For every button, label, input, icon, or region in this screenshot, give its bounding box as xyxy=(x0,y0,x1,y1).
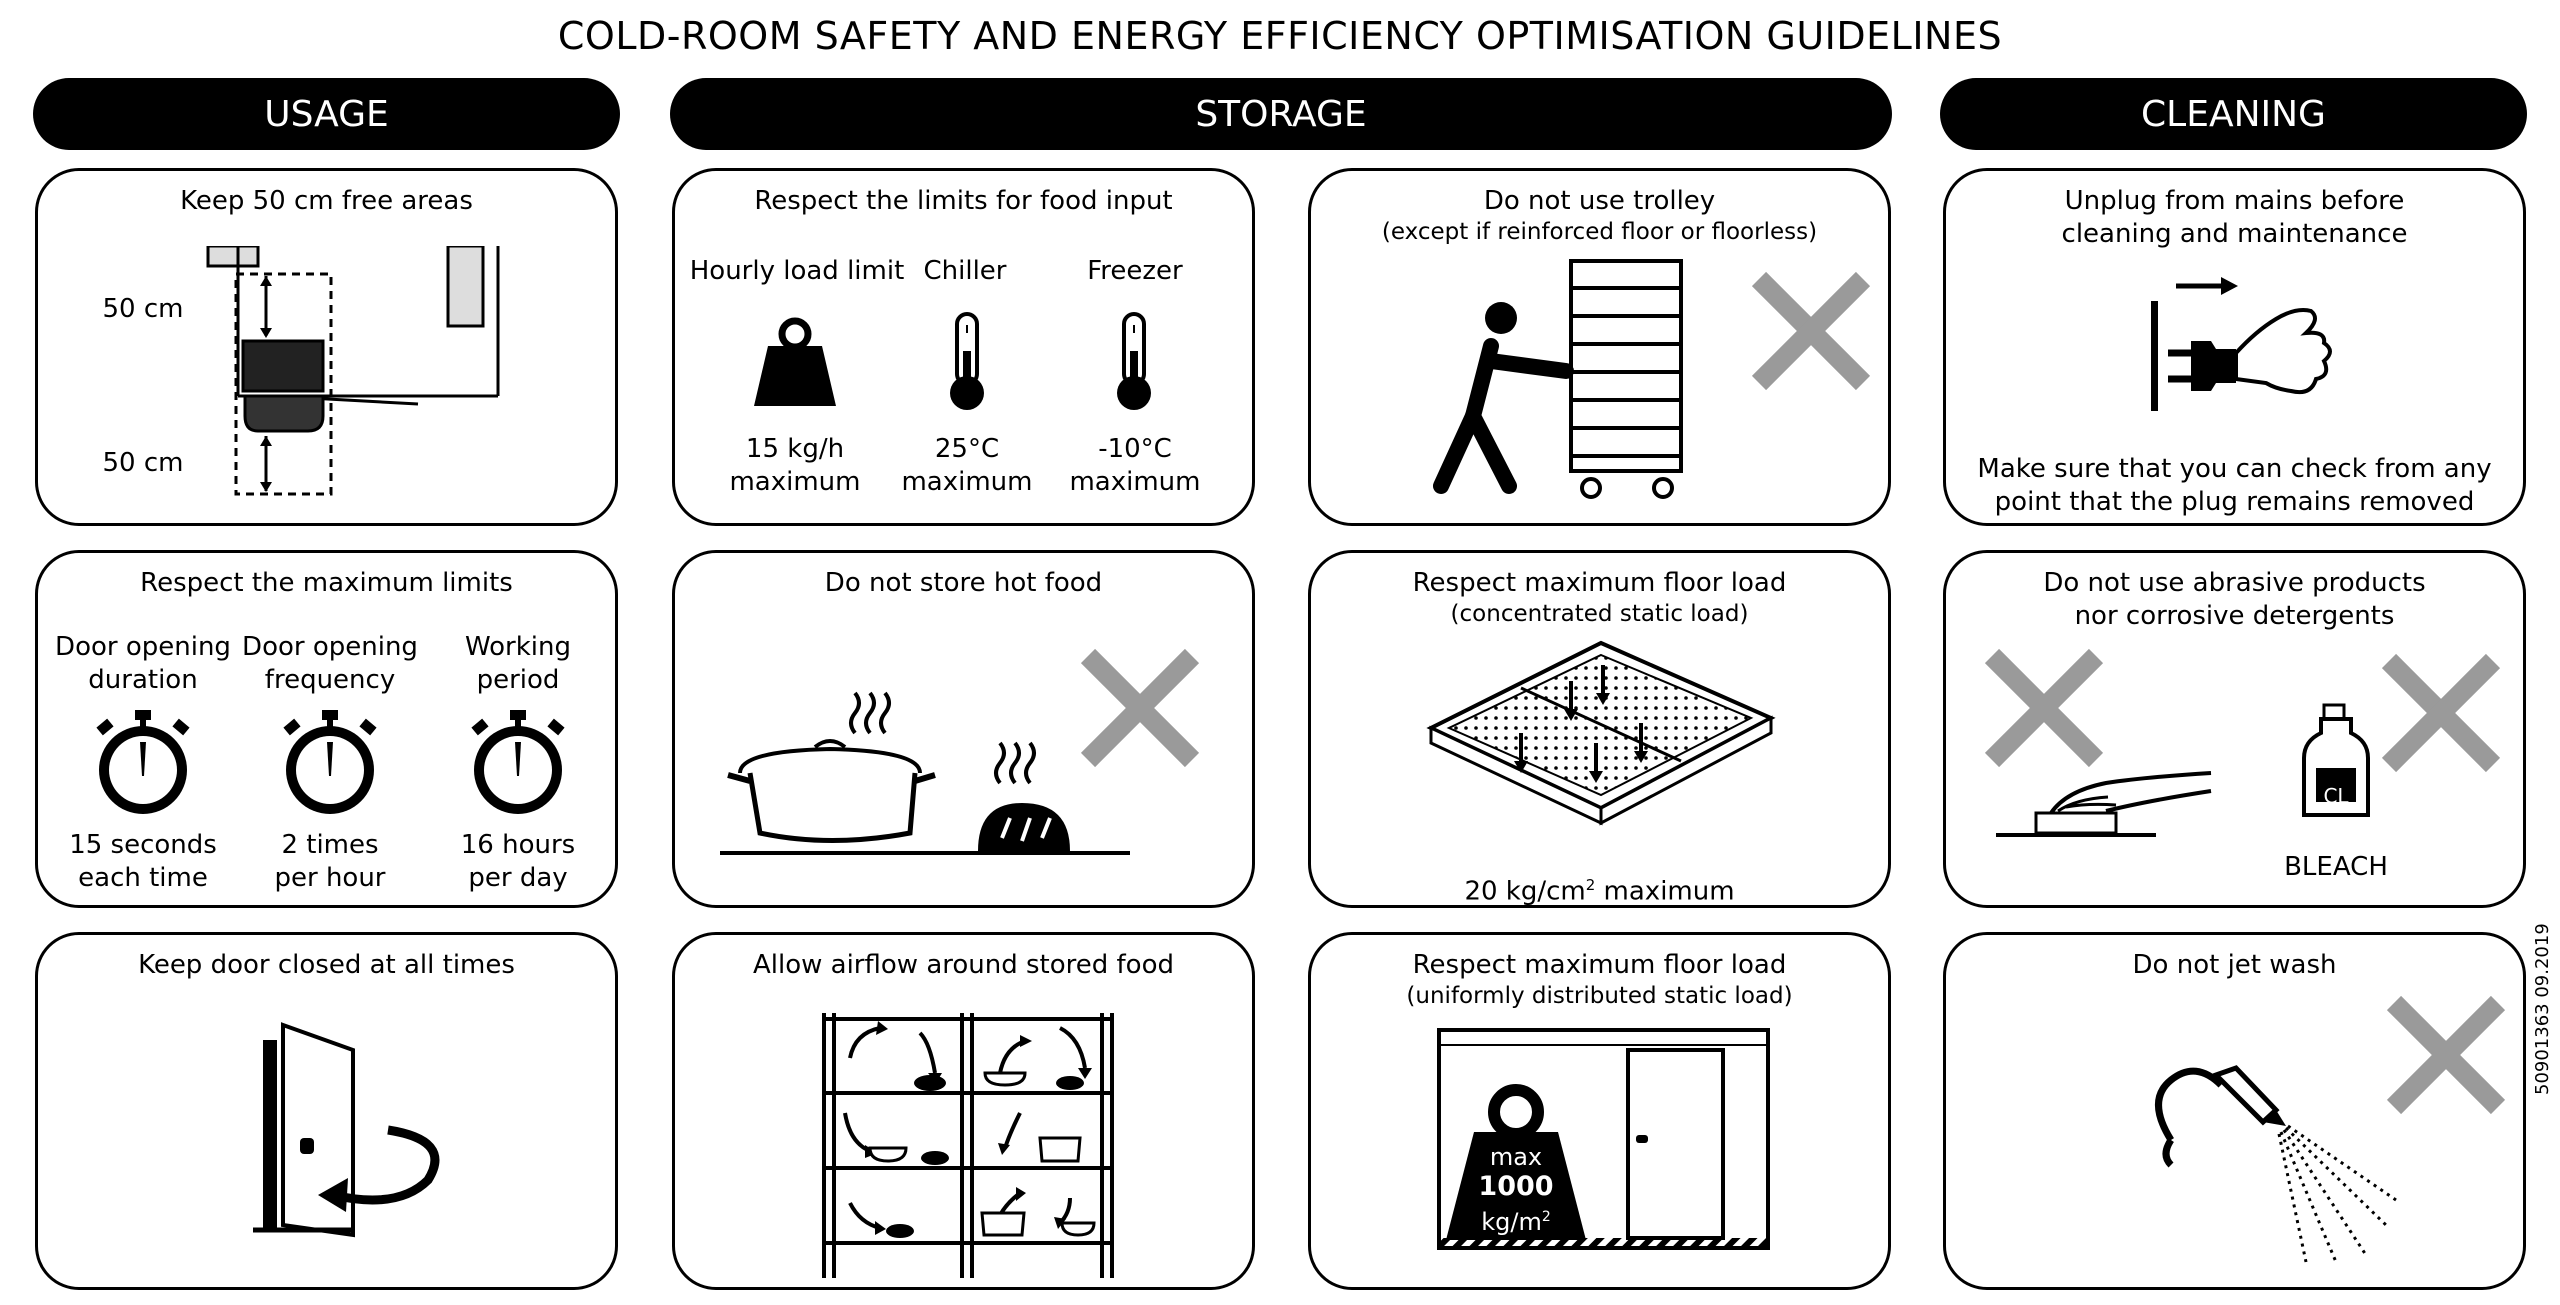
person-pushing-trolley-icon xyxy=(1431,256,1701,506)
floor-panel-point-load-icon xyxy=(1421,633,1781,843)
input-label: Freezer xyxy=(1087,256,1183,286)
stopwatch-icon xyxy=(275,708,385,818)
card-door-closed xyxy=(35,932,618,1290)
card-subtitle: (concentrated static load) xyxy=(1450,601,1749,627)
floor-load-value: 20 $kg/cm^2$ maximum xyxy=(1464,876,1735,907)
input-value: -10°C maximum xyxy=(1069,434,1201,497)
card-title: Do not store hot food xyxy=(824,568,1103,598)
limit-value: 2 times per hour xyxy=(274,830,386,893)
unplug-note: Make sure that you can check from any point that the plug remains removed xyxy=(1977,454,2492,517)
thermometer-icon xyxy=(1112,311,1156,416)
prohibited-cross-icon xyxy=(1751,271,1871,391)
input-label: Chiller xyxy=(923,256,1007,286)
card-trolley xyxy=(1308,168,1891,526)
prohibited-cross-icon xyxy=(1080,648,1200,768)
card-airflow xyxy=(672,932,1255,1290)
input-value: 15 kg/h maximum xyxy=(729,434,861,497)
section-header-cleaning: CLEANING xyxy=(1940,78,2527,150)
stopwatch-icon xyxy=(463,708,573,818)
card-title: Respect maximum floor load xyxy=(1412,568,1787,598)
limit-value: 16 hours per day xyxy=(460,830,576,893)
card-title: Respect maximum floor load xyxy=(1412,950,1787,980)
page-title: COLD-ROOM SAFETY AND ENERGY EFFICIENCY OPTIMISATION GUIDELINES xyxy=(557,14,2003,58)
input-label: Hourly load limit xyxy=(689,256,905,286)
card-unplug xyxy=(1943,168,2526,526)
weight-icon xyxy=(750,316,840,411)
clearance-floorplan-icon xyxy=(198,246,568,506)
airflow-shelves-icon xyxy=(820,1013,1120,1283)
stopwatch-icon xyxy=(88,708,198,818)
card-title: Allow airflow around stored food xyxy=(752,950,1174,980)
card-abrasive xyxy=(1943,550,2526,908)
document-code: 50901363 09.2019 xyxy=(2532,923,2553,1095)
thermometer-icon xyxy=(945,311,989,416)
bottom-clearance-label: 50 cm xyxy=(102,448,184,478)
card-title: Do not use trolley xyxy=(1483,186,1716,216)
card-title: Unplug from mains before cleaning and maintenance xyxy=(2061,186,2408,249)
limit-value: 15 seconds each time xyxy=(69,830,217,893)
card-floor-concentrated xyxy=(1308,550,1891,908)
limit-label: Working period xyxy=(464,632,572,695)
limit-label: Door opening frequency xyxy=(242,632,418,695)
card-title: Keep door closed at all times xyxy=(138,950,515,980)
card-title: Do not use abrasive products nor corrosive detergents xyxy=(2043,568,2426,631)
card-title: Keep 50 cm free areas xyxy=(180,186,473,216)
card-subtitle: (except if reinforced floor or floorless) xyxy=(1381,219,1818,245)
scrubbing-sponge-icon xyxy=(1996,763,2236,843)
card-max-limits xyxy=(35,550,618,908)
unplug-icon xyxy=(2146,271,2346,431)
prohibited-cross-icon xyxy=(1984,648,2104,768)
section-header-storage: STORAGE xyxy=(670,78,1892,150)
card-hot-food xyxy=(672,550,1255,908)
card-free-areas xyxy=(35,168,618,526)
bottle-label: CL xyxy=(2323,784,2349,808)
bleach-label: BLEACH xyxy=(2284,852,2388,882)
card-title: Respect the maximum limits xyxy=(140,568,513,598)
card-floor-distributed xyxy=(1308,932,1891,1290)
prohibited-cross-icon xyxy=(2381,653,2501,773)
door-closing-icon xyxy=(238,1020,478,1260)
card-subtitle: (uniformly distributed static load) xyxy=(1406,983,1793,1009)
card-title: Respect the limits for food input xyxy=(754,186,1173,216)
card-food-input xyxy=(672,168,1255,526)
card-jet-wash xyxy=(1943,932,2526,1290)
prohibited-cross-icon xyxy=(2386,995,2506,1115)
card-title: Do not jet wash xyxy=(2132,950,2337,980)
limit-label: Door opening duration xyxy=(55,632,231,695)
jet-wash-nozzle-icon xyxy=(2141,1030,2401,1270)
weight-label: max 1000 $kg/m^2$ xyxy=(1478,1143,1554,1236)
input-value: 25°C maximum xyxy=(901,434,1033,497)
section-header-usage: USAGE xyxy=(33,78,620,150)
top-clearance-label: 50 cm xyxy=(102,294,184,324)
